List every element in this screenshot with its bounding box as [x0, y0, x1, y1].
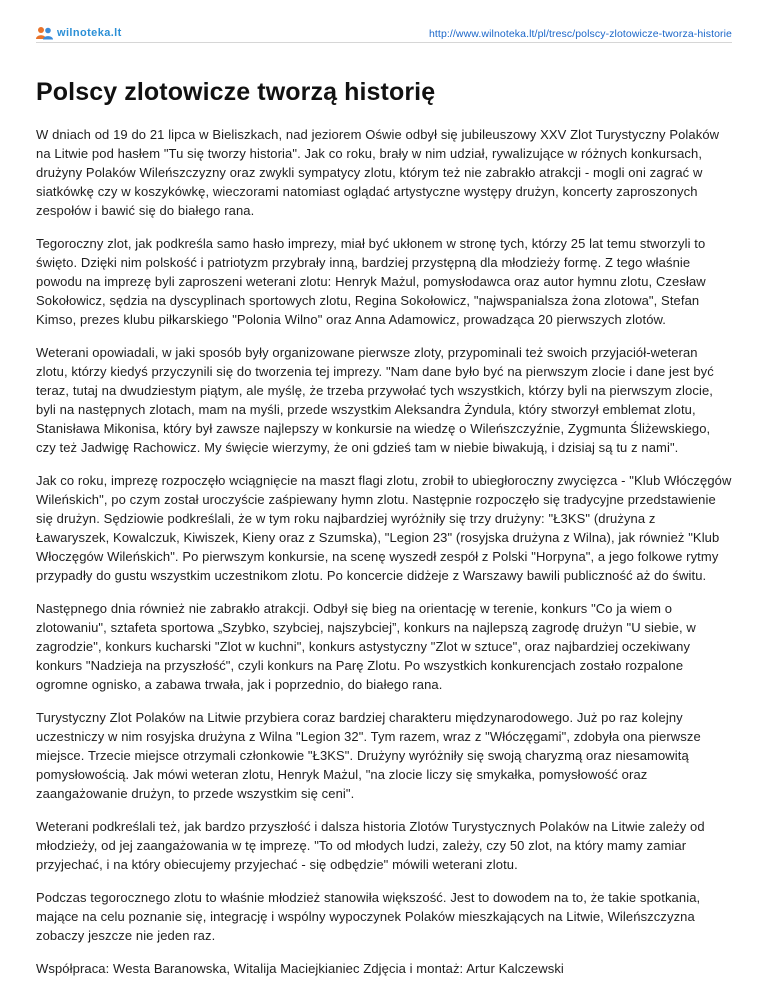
article-paragraph-3: Weterani opowiadali, w jaki sposób były organizowane pierwsze zloty, przypominali też swoich przyjaciół-weteran zlotu, którzy kiedyś przyczynili się do tworzenia tej imprezy. "Nam dane było być na pierwszym zlocie i dane jest być teraz, tutaj na dwudziestym piątym, ale myślę, że trzeba przywołać tych wszystkich, którzy byli na pierwszym zlocie, byli na następnych zlotach, mam na myśli, przede wszystkim Aleksandra Żyndula, który stworzył emblemat zlotu, Stanisława Mikonisa, który był zawsze najlepszy w konkursie na wiedzę o Wileńszczyźnie, Zygmunta Śliżewskiego, czy też Jadwigę Rachowicz. My święcie wierzymy, że oni gdzieś tam w niebie biwakują, i dzisiaj są tu z nami". — [36, 345, 714, 455]
page-url-link[interactable]: http://www.wilnoteka.lt/pl/tresc/polscy-zlotowicze-tworza-historie — [428, 28, 732, 40]
page-header — [36, 0, 732, 43]
article-paragraph-7: Weterani podkreślali też, jak bardzo przyszłość i dalsza historia Zlotów Turystycznych Polaków na Litwie zależy od młodzieży, od jej zaangażowania w tę imprezę. "To od młodych ludzi, zależy, czy 50 zlot, na który mamy zamiar przyjechać, i na który obiecujemy przyjechać - się odbędzie" mówili weterani zlotu. — [36, 819, 705, 872]
people-icon — [36, 26, 53, 40]
site-brand[interactable] — [36, 26, 122, 40]
article-paragraph-1: W dniach od 19 do 21 lipca w Bieliszkach, nad jeziorem Oświe odbył się jubileuszowy XXV Zlot Turystyczny Polaków na Litwie pod hasłem "Tu się tworzy historia". Jak co roku, brały w nim udział, rywalizujące w różnych konkursach, drużyny Polaków Wileńszczyzny oraz zwykli sympatycy zlotu, którym też nie zabrakło atrakcji - mogli oni zagrać w siatkówkę czy w koszykówkę, wieczorami natomiast oglądać artystyczne występy drużyn, koncerty zaproszonych zespołów i bawić się do białego rana. — [36, 127, 720, 218]
article-paragraph-8: Podczas tegorocznego zlotu to właśnie młodzież stanowiła większość. Jest to dowodem na to, że takie spotkania, mające na celu poznanie się, integrację i wspólny wypoczynek Polaków mieszkających na Litwie, Wileńszczyzna zobaczy jeszcze nie jeden raz. — [36, 890, 701, 943]
article-paragraph-6: Turystyczny Zlot Polaków na Litwie przybiera coraz bardziej charakteru międzynarodowego. Już po raz kolejny uczestniczy w nim rosyjska drużyna z Wilna "Legion 32". Tym razem, wraz z "Włóczęgami", zdobyła ona pierwsze miejsce. Trzecie miejsce otrzymali członkowie "Ł3KS". Drużyny wyróżniły się swoją charyzmą oraz niesamowitą pomysłowością. Jak mówi weteran zlotu, Henryk Mażul, "na zlocie liczy się smykałka, pomysłowość oraz zaangażowanie drużyn, to przede wszystkim się ceni". — [36, 710, 701, 801]
article-paragraph-5: Następnego dnia również nie zabrakło atrakcji. Odbył się bieg na orientację w terenie, konkurs "Co ja wiem o zlotowaniu", sztafeta sportowa „Szybko, szybciej, najszybciej”, konkurs na najlepszą zagrodę drużyn "U siebie, w zagrodzie", konkurs kucharski "Zlot w kuchni", konkurs astystyczny "Zlot w sztuce", oraz najbardziej oczekiwany konkurs "Nadzieja na przyszłość", czyli konkurs na Parę Zlotu. Po wszystkich konkurencjach zostało rozpalone ogromne ognisko, a zabawa trwała, jak i poprzednio, do białego rana. — [36, 601, 696, 692]
article-title: Polscy zlotowicze tworzą historię — [36, 78, 436, 106]
article-paragraph-2: Tegoroczny zlot, jak podkreśla samo hasło imprezy, miał być ukłonem w stronę tych, którzy 25 lat temu stworzyli to święto. Dzięki nim polskość i patriotyzm przybrały inną, bardziej przystępną dla młodzieży formę. Z tego właśnie powodu na imprezę byli zaproszeni weterani zlotu: Henryk Mażul, pomysłodawca oraz autor hymnu zlotu, Czesław Sokołowicz, sędzia na dyscyplinach sportowych zlotu, Regina Sokołowicz, "najwspanialsza żona zlotowa", Stefan Kimso, prezes klubu piłkarskiego "Polonia Wilno" oraz Anna Adamowicz, prowadząca 20 pierwszych zlotów. — [36, 236, 706, 327]
article-paragraph-4: Jak co roku, imprezę rozpoczęło wciągnięcie na maszt flagi zlotu, zrobił to ubiegłoroczny zwycięzca - "Klub Włóczęgów Wileńskich", po czym został uroczyście zaśpiewany hymn zlotu. Następnie rozpoczęło się tradycyjne przedstawienie się drużyn. Sędziowie podkreślali, że w tym roku najbardziej wyróżniły się trzy drużyny: "Ł3KS" (drużyna z Ławaryszek, Kowalczuk, Kiwiszek, Kieny oraz z Szumska), "Legion 23" (rosyjska drużyna z Wilna), jak również "Klub Włoczęgów Wileńskich". Po pierwszym konkursie, na scenę wyszedł zespół z Polski "Horpyna", a jego folkowe rytmy przypadły do gustu wszystkim uczestnikom zlotu. Po koncercie didżeje z Warszawy bawili publiczność aż do świtu. — [36, 473, 732, 583]
article-credits: Współpraca: Westa Baranowska, Witalija Maciejkianiec Zdjęcia i montaż: Artur Kalczewski — [36, 961, 564, 976]
site-name: wilnoteka.lt — [57, 27, 122, 39]
article-body — [36, 125, 732, 978]
